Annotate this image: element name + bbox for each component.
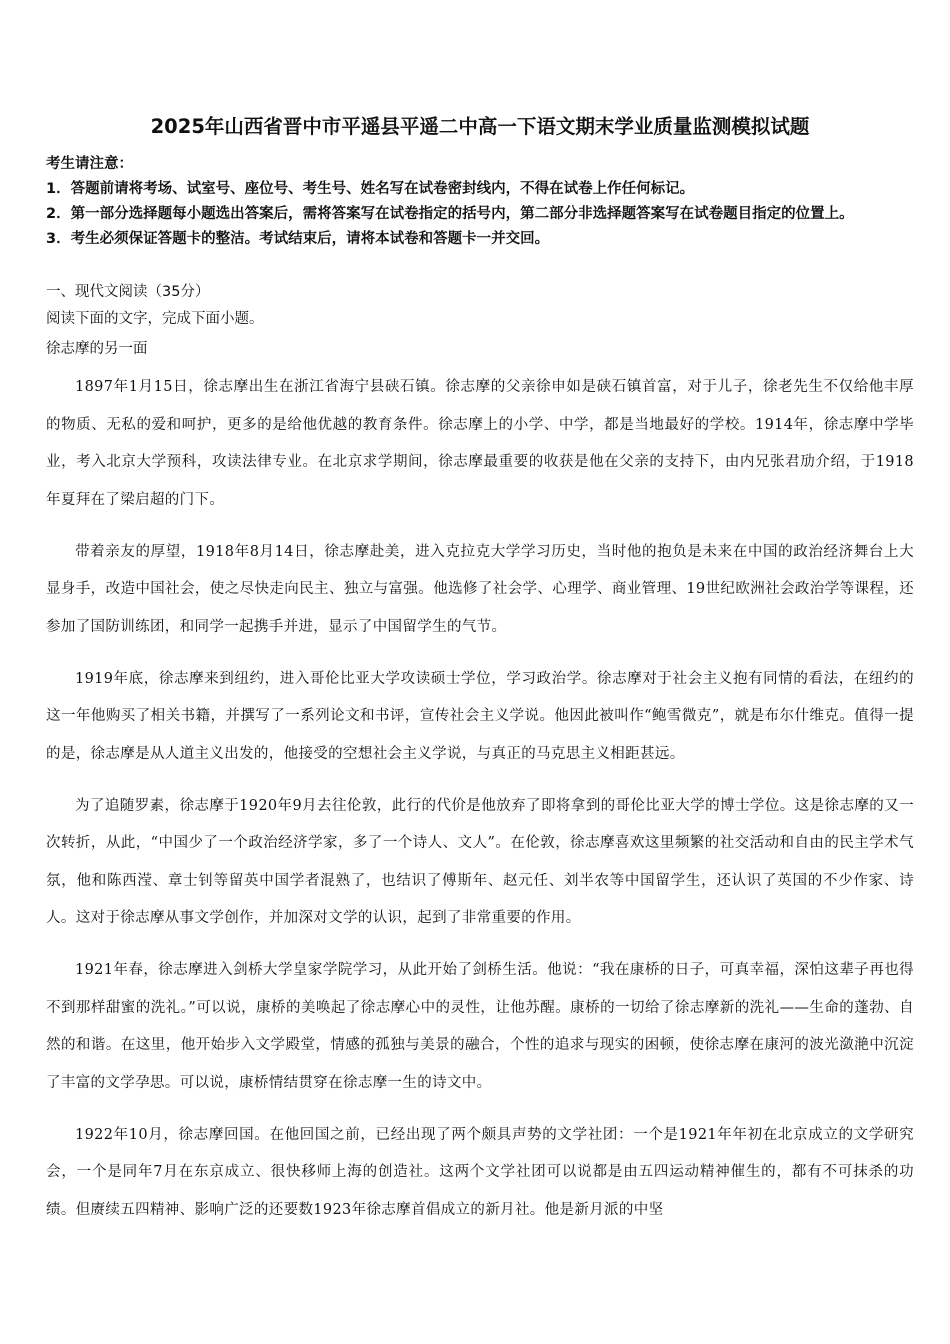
article-title: 徐志摩的另一面 xyxy=(46,341,148,357)
candidate-notice xyxy=(46,152,914,252)
article-paragraph: 1897年1月15日，徐志摩出生在浙江省海宁县硖石镇。徐志摩的父亲徐申如是硖石镇首富，对于儿子，徐老先生不仅给他丰厚的物质、无私的爱和呵护，更多的是给他优越的教育条件。徐志摩上的小学、中学，都是当地最好的学校。1914年，徐志摩中学毕业，考入北京大学预科，攻读法律专业。在北京求学期间，徐志摩最重要的收获是他在父亲的支持下，由内兄张君劢介绍，于1918年夏拜在了梁启超的门下。 xyxy=(46,379,914,508)
reading-instruction: 阅读下面的文字，完成下面小题。 xyxy=(46,311,264,327)
article-paragraph: 带着亲友的厚望，1918年8月14日，徐志摩赴美，进入克拉克大学学习历史，当时他的抱负是未来在中国的政治经济舞台上大显身手，改造中国社会，使之尽快走向民主、独立与富强。他选修了社会学、心理学、商业管理、19世纪欧洲社会政治学等课程，还参加了国防训练团，和同学一起携手并进，显示了中国留学生的气节。 xyxy=(46,543,914,635)
exam-page xyxy=(46,0,914,1244)
article-paragraph: 为了追随罗素，徐志摩于1920年9月去往伦敦，此行的代价是他放弃了即将拿到的哥伦比亚大学的博士学位。这是徐志摩的又一次转折，从此，“中国少了一个政治经济学家，多了一个诗人、文人”。在伦敦，徐志摩喜欢这里频繁的社交活动和自由的民主学术气氛，他和陈西滢、章士钊等留英中国学者混熟了，也结识了傅斯年、赵元任、刘半农等中国留学生，还认识了英国的不少作家、诗人。这对于徐志摩从事文学创作，并加深对文学的认识，起到了非常重要的作用。 xyxy=(46,797,914,926)
article-paragraph: 1921年春，徐志摩进入剑桥大学皇家学院学习，从此开始了剑桥生活。他说：“我在康桥的日子，可真幸福，深怕这辈子再也得不到那样甜蜜的洗礼。”可以说，康桥的美唤起了徐志摩心中的灵性，让他苏醒。康桥的一切给了徐志摩新的洗礼——生命的蓬勃、自然的和谐。在这里，他开始步入文学殿堂，情感的孤独与美景的融合，个性的追求与现实的困顿，使徐志摩在康河的波光潋滟中沉淀了丰富的文学孕思。可以说，康桥情结贯穿在徐志摩一生的诗文中。 xyxy=(46,962,914,1091)
notice-item: 3．考生必须保证答题卡的整洁。考试结束后，请将本试卷和答题卡一并交回。 xyxy=(46,231,550,247)
section-heading: 一、现代文阅读（35分） xyxy=(46,284,210,300)
article-body xyxy=(46,369,914,1229)
article-paragraph: 1919年底，徐志摩来到纽约，进入哥伦比亚大学攻读硕士学位，学习政治学。徐志摩对于社会主义抱有同情的看法，在纽约的这一年他购买了相关书籍，并撰写了一系列论文和书评，宣传社会主义学说。他因此被叫作“鲍雪微克”，就是布尔什维克。值得一提的是，徐志摩是从人道主义出发的，他接受的空想社会主义学说，与真正的马克思主义相距甚远。 xyxy=(46,670,914,762)
notice-item: 1．答题前请将考场、试室号、座位号、考生号、姓名写在试卷密封线内，不得在试卷上作任何标记。 xyxy=(46,181,695,197)
notice-item: 2．第一部分选择题每小题选出答案后，需将答案写在试卷指定的括号内，第二部分非选择题答案写在试卷题目指定的位置上。 xyxy=(46,206,854,222)
article-paragraph: 1922年10月，徐志摩回国。在他回国之前，已经出现了两个颇具声势的文学社团：一个是1921年年初在北京成立的文学研究会，一个是同年7月在东京成立、很快移师上海的创造社。这两个文学社团可以说都是由五四运动精神催生的，都有不可抹杀的功绩。但赓续五四精神、影响广泛的还要数1923年徐志摩首倡成立的新月社。他是新月派的中坚 xyxy=(46,1126,914,1218)
exam-title: 2025年山西省晋中市平遥县平遥二中高一下语文期末学业质量监测模拟试题 xyxy=(150,115,810,138)
notice-heading: 考生请注意： xyxy=(46,156,133,172)
